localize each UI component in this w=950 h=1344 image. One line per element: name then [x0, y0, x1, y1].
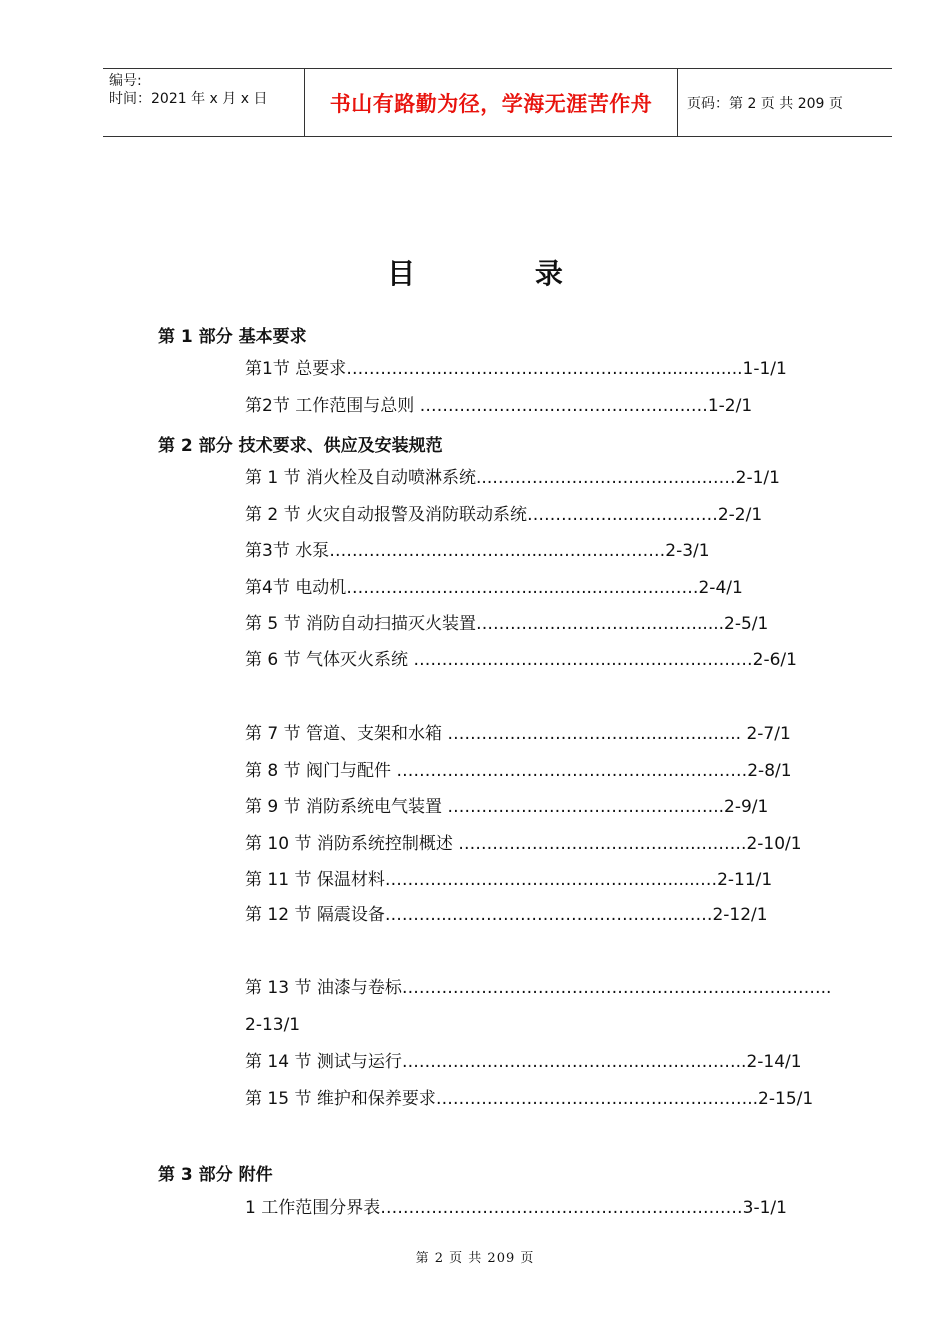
page-header — [103, 68, 892, 137]
toc-entry[interactable]: 第 8 节 阀门与配件 ………………………………………..……………2-8/1 — [245, 761, 792, 781]
toc-part-2-heading: 第 2 部分 技术要求、供应及安装规范 — [158, 436, 443, 456]
header-left-cell — [103, 69, 304, 136]
toc-part-1-heading: 第 1 部分 基本要求 — [158, 327, 307, 347]
toc-entry[interactable]: 第 5 节 消防自动扫描灭火装置………………………………….....2-5/1 — [245, 614, 769, 634]
toc-title: 目 录 — [387, 257, 563, 290]
toc-entry[interactable]: 第 14 节 测试与运行…………………………………..………………..2-14/1 — [245, 1052, 802, 1072]
toc-entry[interactable]: 第2节 工作范围与总则 …………………..…………………….…1-2/1 — [245, 396, 753, 416]
toc-entry[interactable]: 第 1 节 消火栓及自动喷淋系统...……………………………….……2-1/1 — [245, 468, 780, 488]
header-motto: 书山有路勤为径，学海无涯苦作舟 — [304, 69, 678, 136]
toc-entry[interactable]: 第3节 水泵………………..…………..........….…..………2-3/1 — [245, 541, 710, 561]
document-number-label: 编号: — [109, 73, 142, 89]
header-page-info: 页码：第 2 页 共 209 页 — [687, 95, 843, 112]
toc-entry[interactable]: 第1节 总要求……………..…………………………….....................1-1/1 — [245, 359, 787, 379]
page-footer: 第 2 页 共 209 页 — [415, 1251, 535, 1266]
toc-entry[interactable]: 第 11 节 保温材料…………………………..………………......…2-11/1 — [245, 870, 773, 890]
toc-entry[interactable]: 第 15 节 维护和保养要求…………………………….…………………..2-15/1 — [245, 1089, 814, 1109]
toc-entry[interactable]: 第 9 节 消防系统电气装置 ……………..…………………………..2-9/1 — [245, 797, 769, 817]
toc-entry[interactable]: 第 7 节 管道、支架和水箱 ………………………………..………….. 2-7/1 — [245, 724, 791, 744]
toc-entry[interactable]: 第 12 节 隔震设备………...…………………………….…………2-12/1 — [245, 905, 768, 925]
toc-entry[interactable]: 1 工作范围分界表……………………………………….………………3-1/1 — [245, 1198, 787, 1218]
toc-entry[interactable]: 第 10 节 消防系统控制概述 …………………………………..……….2-10/1 — [245, 834, 802, 854]
toc-entry[interactable]: 第 2 节 火灾自动报警及消防联动系统……………...…....………2-2/1 — [245, 505, 763, 525]
toc-part-3-heading: 第 3 部分 附件 — [158, 1165, 273, 1185]
toc-entry[interactable]: 第 6 节 气体灭火系统 ……………………………...……………………2-6/1 — [245, 650, 797, 670]
toc-entry[interactable]: 第 13 节 油漆与卷标…………………………………………………..……………..2-13/1 — [245, 978, 832, 1035]
toc-entry[interactable]: 第4节 电动机…………..……………….............…..…….……2-4/1 — [245, 578, 743, 598]
document-date: 时间：2021 年 x 月 x 日 — [109, 91, 268, 107]
